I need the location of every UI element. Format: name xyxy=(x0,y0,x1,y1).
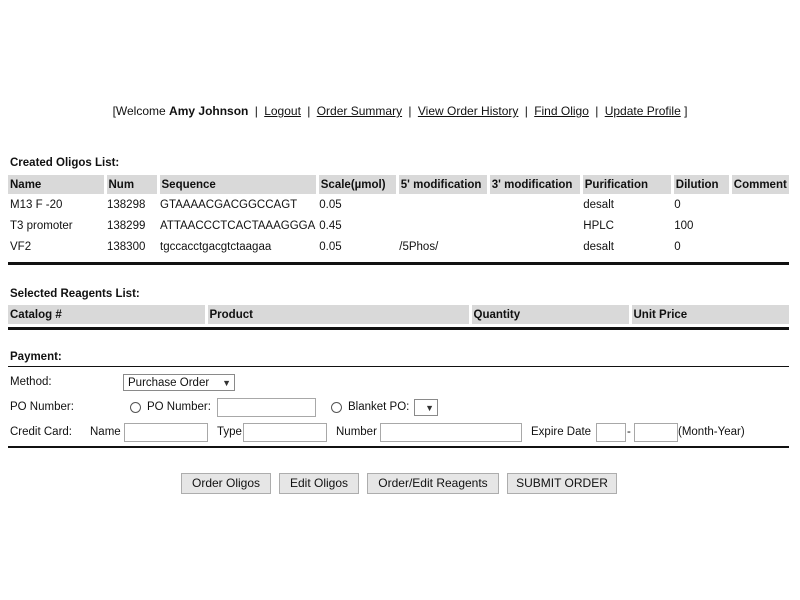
reagents-table xyxy=(8,305,789,324)
col-dilution-header: Dilution xyxy=(672,175,730,194)
header-nav xyxy=(0,104,800,118)
oligo-sequence: GTAAAACGACGGCCAGT xyxy=(160,198,298,211)
expire-dash: - xyxy=(627,426,631,438)
oligo-name: VF2 xyxy=(10,240,32,253)
nav-separator: | xyxy=(307,104,311,118)
update-profile-link[interactable]: Update Profile xyxy=(604,104,681,118)
po-number-radio[interactable] xyxy=(130,402,141,413)
po-number-label: PO Number: xyxy=(10,401,74,413)
oligo-3-modification xyxy=(488,236,581,257)
oligo-comment xyxy=(730,194,789,215)
oligo-sequence: ATTAACCCTCACTAAAGGGA xyxy=(160,219,316,232)
chevron-down-icon: ▼ xyxy=(425,403,434,413)
method-select[interactable] xyxy=(123,374,235,391)
payment-divider xyxy=(8,446,789,448)
oligo-3-modification xyxy=(488,194,581,215)
oligos-header-row xyxy=(8,175,789,194)
col-num-header: Num xyxy=(105,175,158,194)
chevron-down-icon: ▼ xyxy=(222,378,231,388)
payment-section-title: Payment: xyxy=(10,351,62,363)
oligo-purification: HPLC xyxy=(583,219,614,232)
col-comment-header: Comment xyxy=(730,175,789,194)
month-year-hint: (Month-Year) xyxy=(678,426,745,438)
col-scale-header: Scale(µmol) xyxy=(317,175,397,194)
oligo-comment xyxy=(730,236,789,257)
reagents-section-title: Selected Reagents List: xyxy=(10,288,140,300)
oligos-table xyxy=(8,175,789,257)
col-product-header: Product xyxy=(206,305,470,324)
card-name-input[interactable] xyxy=(124,423,208,442)
table-row xyxy=(8,194,789,215)
closing-bracket: ] xyxy=(684,104,688,118)
oligo-num: 138300 xyxy=(107,240,146,253)
payment-title-rule xyxy=(8,366,789,367)
oligo-name: T3 promoter xyxy=(10,219,73,232)
expire-month-input[interactable] xyxy=(596,423,626,442)
oligo-5-modification xyxy=(397,194,488,215)
oligo-scale: 0.05 xyxy=(319,198,342,211)
col-quantity-header: Quantity xyxy=(470,305,630,324)
card-number-label: Number xyxy=(336,426,377,438)
col-catalog-header: Catalog # xyxy=(8,305,206,324)
order-oligos-button[interactable]: Order Oligos xyxy=(181,473,271,494)
submit-order-button[interactable]: SUBMIT ORDER xyxy=(507,473,617,494)
view-order-history-link[interactable]: View Order History xyxy=(417,104,519,118)
po-number-input[interactable] xyxy=(217,398,316,417)
col-unit-price-header: Unit Price xyxy=(630,305,789,324)
oligo-5-modification xyxy=(397,215,488,236)
nav-separator: | xyxy=(408,104,412,118)
oligo-purification: desalt xyxy=(583,198,614,211)
oligo-dilution: 100 xyxy=(674,219,694,232)
oligo-scale: 0.05 xyxy=(319,240,342,253)
reagents-divider xyxy=(8,327,789,330)
blanket-po-label: Blanket PO: xyxy=(348,401,410,413)
expire-year-input[interactable] xyxy=(634,423,678,442)
col-5-modification-header: 5' modification xyxy=(397,175,488,194)
user-name: Amy Johnson xyxy=(169,104,249,118)
edit-oligos-button[interactable]: Edit Oligos xyxy=(279,473,359,494)
card-type-label: Type xyxy=(217,426,242,438)
table-row xyxy=(8,236,789,257)
logout-link[interactable]: Logout xyxy=(264,104,301,118)
oligos-divider xyxy=(8,262,789,265)
po-number-radio-label: PO Number: xyxy=(147,401,211,413)
oligo-dilution: 0 xyxy=(674,198,681,211)
order-summary-link[interactable]: Order Summary xyxy=(316,104,403,118)
oligo-comment xyxy=(730,215,789,236)
oligos-section-title: Created Oligos List: xyxy=(10,157,120,169)
oligo-3-modification xyxy=(488,215,581,236)
oligo-scale: 0.45 xyxy=(319,219,342,232)
nav-separator: | xyxy=(595,104,599,118)
find-oligo-link[interactable]: Find Oligo xyxy=(534,104,589,118)
oligo-dilution: 0 xyxy=(674,240,681,253)
col-3-modification-header: 3' modification xyxy=(488,175,581,194)
oligo-num: 138298 xyxy=(107,198,146,211)
table-row xyxy=(8,215,789,236)
order-edit-reagents-button[interactable]: Order/Edit Reagents xyxy=(367,473,499,494)
oligo-name: M13 F -20 xyxy=(10,198,63,211)
oligo-num: 138299 xyxy=(107,219,146,232)
card-number-input[interactable] xyxy=(380,423,522,442)
oligo-purification: desalt xyxy=(583,240,614,253)
nav-separator: | xyxy=(254,104,258,118)
card-name-label: Name xyxy=(90,426,121,438)
col-purification-header: Purification xyxy=(581,175,672,194)
expire-date-label: Expire Date xyxy=(531,426,592,438)
method-select-value: Purchase Order xyxy=(128,377,210,389)
col-sequence-header: Sequence xyxy=(158,175,317,194)
oligo-sequence: tgccacctgacgtctaagaa xyxy=(160,240,272,253)
card-type-input[interactable] xyxy=(243,423,327,442)
oligo-5-modification: /5Phos/ xyxy=(399,240,439,253)
blanket-po-select[interactable] xyxy=(414,399,438,416)
nav-separator: | xyxy=(524,104,528,118)
credit-card-label: Credit Card: xyxy=(10,426,72,438)
reagents-header-row xyxy=(8,305,789,324)
blanket-po-radio[interactable] xyxy=(331,402,342,413)
method-label: Method: xyxy=(10,376,52,388)
welcome-prefix: [Welcome xyxy=(112,104,166,118)
col-name-header: Name xyxy=(8,175,105,194)
